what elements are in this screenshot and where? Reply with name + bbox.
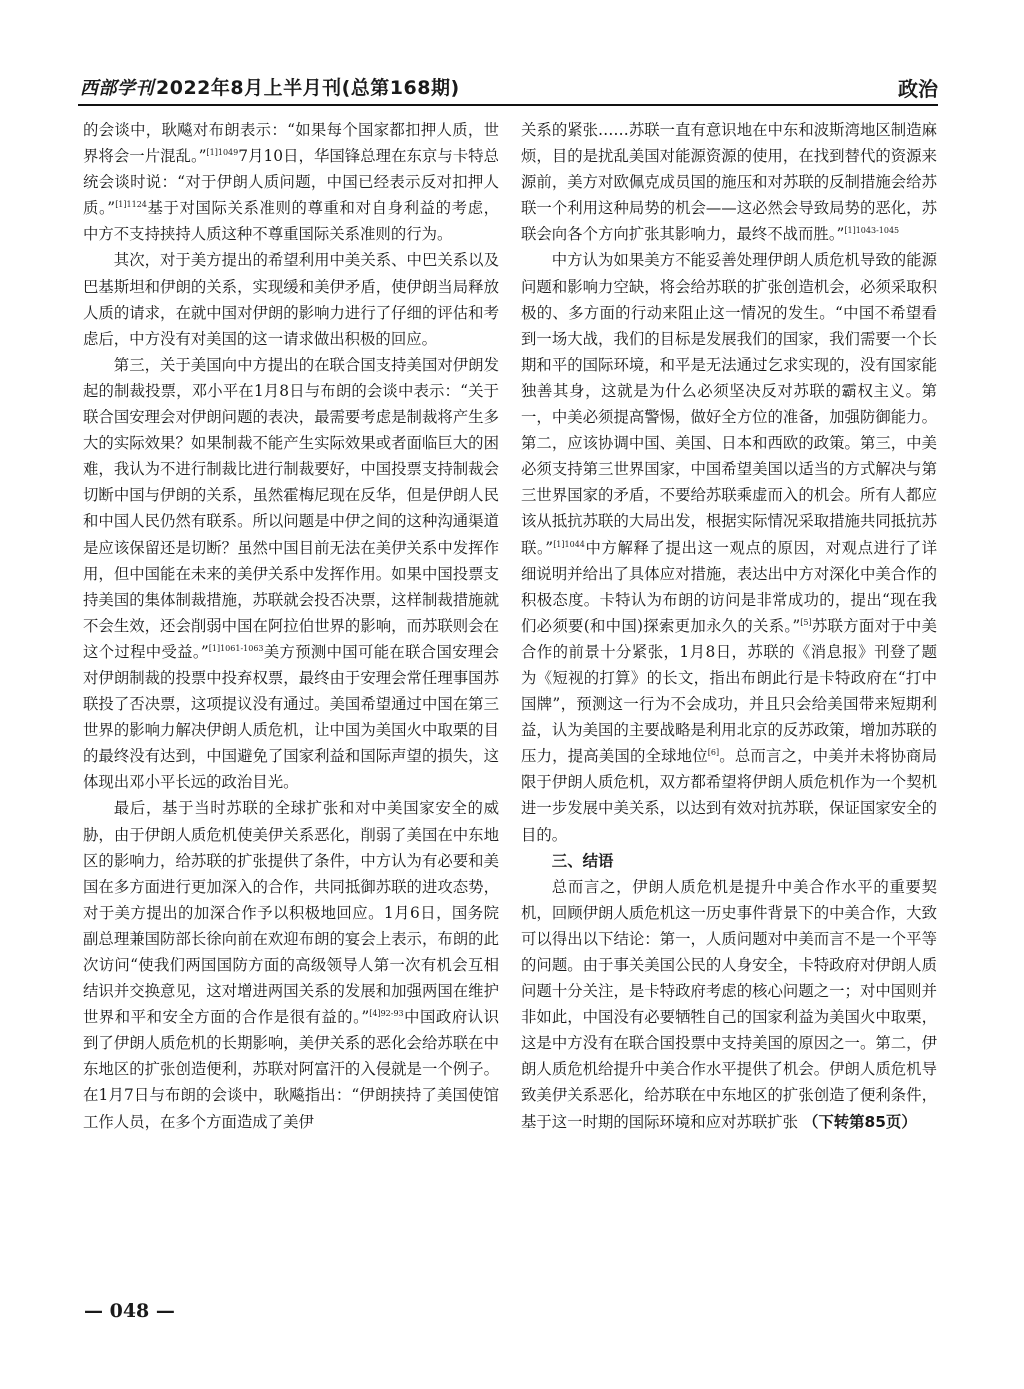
continued-note: （下转第85页） — [802, 1112, 917, 1131]
citation: [6] — [707, 748, 720, 758]
section-heading: 三、结语 — [551, 851, 614, 870]
journal-logo: 西部学刊 — [80, 78, 154, 99]
citation: [5] — [800, 617, 812, 627]
paragraph: 总而言之，伊朗人质危机是提升中美合作水平的重要契机，回顾伊朗人质危机这一历史事件背景下的中美合作，大致可以得出以下结论：第一，人质问题对中美而言不是一个平等的问题。由于事关美国公民的人身安全，卡特政府对伊朗人质问题十分关注，是卡特政府考虑的核心问题之一；对中国则并非如此，中国没有必要牺牲自己的国家利益为美国火中取栗，这是中方没有在联合国投票中支持美国的原因之一。第二，伊朗人质危机给提升中美合作水平提供了机会。伊朗人质危机导致美伊关系恶化，给苏联在中东地区的扩张创造了便利条件，基于这一时期的国际环境和应对苏联扩张 （下转第85页） — [521, 877, 937, 1131]
paragraph: 的会谈中，耿飚对布朗表示：“如果每个国家都扣押人质，世界将会一片混乱。”$^{[1]1049}$7月10日，华国锋总理在东京与卡特总统会谈时说：“对于伊朗人质问题，中国已经表示反对扣押人质。”$^{[1]1124}$基于对国际关系准则的尊重和对自身利益的考虑，中方不支持挟持人质这种不尊重国际关系准则的行为。 — [83, 121, 499, 244]
citation: [4]92-93 — [369, 1009, 404, 1019]
citation: [1]1061-1063 — [208, 643, 264, 653]
left-column — [83, 117, 499, 1135]
page-number: — 048 — — [84, 1300, 175, 1322]
issue-label: 2022年8月上半月刊(总第168期) — [156, 77, 460, 99]
paragraph: 关系的紧张……苏联一直有意识地在中东和波斯湾地区制造麻烦，目的是扰乱美国对能源资源的使用，在找到替代的资源来源前，美方对欧佩克成员国的施压和对苏联的反制措施会给苏联一个利用这种局势的机会——这必然会导致局势的恶化，苏联会向各个方向扩张其影响力，最终不战而胜。”$^{[1]1043-1045}$ — [521, 121, 937, 244]
journal-issue — [80, 73, 460, 100]
citation: [1]1124 — [115, 200, 147, 210]
paragraph: 第三，关于美国向中方提出的在联合国支持美国对伊朗发起的制裁投票，邓小平在1月8日与布朗的会谈中表示：“关于联合国安理会对伊朗问题的表决，最需要考虑是制裁将产生多大的实际效果？如果制裁不能产生实际效果或者面临巨大的困难，我认为不进行制裁比进行制裁要好，中国投票支持制裁会切断中国与伊朗的关系，虽然霍梅尼现在反华，但是伊朗人民和中国人民仍然有联系。所以问题是中伊之间的这种沟通渠道是应该保留还是切断？虽然中国目前无法在美伊关系中发挥作用，但中国能在未来的美伊关系中发挥作用。如果中国投票支持美国的集体制裁措施，苏联就会投否决票，这样制裁措施就不会生效，还会削弱中国在阿拉伯世界的影响，而苏联则会在这个过程中受益。”$^{[1]1061-1063}$美方预测中国可能在联合国安理会对伊朗制裁的投票中投弃权票，最终由于安理会常任理事国苏联投了否决票，这项提议没有通过。美国希望通过中国在第三世界的影响力解决伊朗人质危机，让中国为美国火中取栗的目的最终没有达到，中国避免了国家利益和国际声望的损失，这体现出邓小平长远的政治目光。 — [83, 355, 499, 792]
right-column — [521, 117, 937, 1135]
paragraph: 最后，基于当时苏联的全球扩张和对中美国家安全的威胁，由于伊朗人质危机使美伊关系恶化，削弱了美国在中东地区的影响力，给苏联的扩张提供了条件，中方认为有必要和美国在多方面进行更加深入的合作，共同抵御苏联的进攻态势，对于美方提出的加深合作予以积极地回应。1月6日，国务院副总理兼国防部长徐向前在欢迎布朗的宴会上表示，布朗的此次访问“使我们两国国防方面的高级领导人第一次有机会互相结识并交换意见，这对增进两国关系的发展和加强两国在维护世界和平和安全方面的合作是很有益的。”$^{[4]92-93}$中国政府认识到了伊朗人质危机的长期影响，美伊关系的恶化会给苏联在中东地区的扩张创造便利，苏联对阿富汗的入侵就是一个例子。在1月7日与布朗的会谈中，耿飚指出：“伊朗挟持了美国使馆工作人员，在多个方面造成了美伊 — [83, 799, 499, 1131]
citation: [1]1044 — [553, 539, 585, 549]
section-title: 政治 — [898, 77, 938, 101]
paragraph: 其次，对于美方提出的希望利用中美关系、中巴关系以及巴基斯坦和伊朗的关系，实现缓和美伊矛盾，使伊朗当局释放人质的请求，在就中国对伊朗的影响力进行了仔细的评估和考虑后，中方没有对美国的这一请求做出积极的回应。 — [83, 251, 499, 348]
citation: [1]1049 — [206, 148, 239, 158]
paragraph: 中方认为如果美方不能妥善处理伊朗人质危机导致的能源问题和影响力空缺，将会给苏联的扩张创造机会，必须采取积极的、多方面的行动来阻止这一情况的发生。“中国不希望看到一场大战，我们的目标是发展我们的国家，我们需要一个长期和平的国际环境，和平是无法通过乞求实现的，没有国家能独善其身，这就是为什么必须坚决反对苏联的霸权主义。第一，中美必须提高警惕，做好全方位的准备，加强防御能力。第二，应该协调中国、美国、日本和西欧的政策。第三，中美必须支持第三世界国家，中国希望美国以适当的方式解决与第三世界国家的矛盾，不要给苏联乘虚而入的机会。所有人都应该从抵抗苏联的大局出发，根据实际情况采取措施共同抵抗苏联。”$^{[1]1044}$中方解释了提出这一观点的原因，对观点进行了详细说明并给出了具体应对措施，表达出中方对深化中美合作的积极态度。卡特认为布朗的访问是非常成功的，提出“现在我们必须要(和中国)探索更加永久的关系。”[5]苏联方面对于中美合作的前景十分紧张，1月8日，苏联的《消息报》刊登了题为《短视的打算》的长文，指出布朗此行是卡特政府在“打中国牌”，预测这一行为不会成功，并且只会给美国带来短期利益，认为美国的主要战略是利用北京的反苏政策，增加苏联的压力，提高美国的全球地位[6]。总而言之，中美并未将协商局限于伊朗人质危机，双方都希望将伊朗人质危机作为一个契机进一步发展中美关系，以达到有效对抗苏联，保证国家安全的目的。 — [521, 251, 937, 844]
page-header — [78, 64, 938, 106]
citation: [1]1043-1045 — [844, 226, 900, 236]
